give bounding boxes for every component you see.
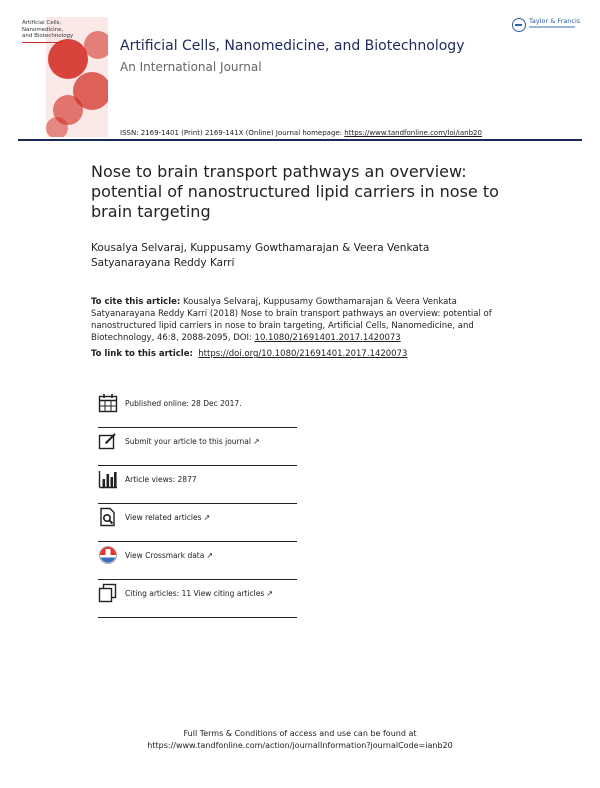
info-row-published xyxy=(98,389,297,428)
citation-block xyxy=(91,296,511,344)
footer xyxy=(0,728,600,752)
info-row-views xyxy=(98,465,297,504)
journal-cover-image xyxy=(18,17,108,137)
publisher-logo-icon xyxy=(512,18,526,32)
info-row-citing[interactable] xyxy=(98,579,297,618)
journal-homepage-link[interactable]: https://www.tandfonline.com/loi/ianb20 xyxy=(344,129,482,137)
crossmark-icon xyxy=(98,545,118,565)
footer-terms-link[interactable]: https://www.tandfonline.com/action/journalInformation?journalCode=ianb20 xyxy=(147,741,453,750)
submit-article-link[interactable]: Submit your article to this journal ↗ xyxy=(125,437,260,446)
external-link-icon: ↗ xyxy=(252,437,260,446)
article-views-text: Article views: 2877 xyxy=(125,475,197,484)
bar-chart-icon xyxy=(98,469,118,489)
external-link-icon: ↗ xyxy=(266,589,273,598)
publisher-name: Taylor & Francis xyxy=(529,17,581,25)
header-divider xyxy=(18,139,582,141)
journal-title: Artificial Cells, Nanomedicine, and Biotechnology xyxy=(120,38,465,54)
cite-body: Kousalya Selvaraj, Kuppusamy Gowthamarajan & Veera Venkata Satyanarayana Reddy Karri (2018) Nose to brain transport pathways an overview: potential of nanostructured lipid carriers in nose to brain targeting, Artificial Cells, Nanomedicine, and Biotechnology, 46:8, 2088-2095, DOI: xyxy=(91,297,492,343)
footer-terms-text: Full Terms & Conditions of access and use can be found at xyxy=(183,729,417,738)
submit-icon xyxy=(98,431,118,451)
cite-label: To cite this article: xyxy=(91,297,181,307)
info-row-related[interactable] xyxy=(98,503,297,542)
article-authors: Kousalya Selvaraj, Kuppusamy Gowthamarajan & Veera Venkata Satyanarayana Reddy Karri xyxy=(91,242,430,269)
issn-text: ISSN: 2169-1401 (Print) 2169-141X (Online) Journal homepage: xyxy=(120,129,345,137)
citing-articles-icon xyxy=(98,583,118,603)
link-label: To link to this article: xyxy=(91,349,193,359)
related-articles-link[interactable]: View related articles ↗ xyxy=(125,513,211,522)
cover-title: Artificial Cells, Nanomedicine, and Biotechnology xyxy=(22,20,74,39)
crossmark-link[interactable]: View Crossmark data ↗ xyxy=(125,551,214,560)
info-row-submit[interactable] xyxy=(98,427,297,466)
publisher-logo[interactable] xyxy=(512,16,582,38)
article-title: Nose to brain transport pathways an overview: potential of nanostructured lipid carriers in nose to brain targeting xyxy=(91,162,499,221)
journal-subtitle: An International Journal xyxy=(120,60,262,74)
article-doi-link[interactable]: https://doi.org/10.1080/21691401.2017.1420073 xyxy=(198,349,408,359)
cite-doi-link[interactable]: 10.1080/21691401.2017.1420073 xyxy=(254,333,401,343)
external-link-icon: ↗ xyxy=(206,551,214,560)
related-articles-icon xyxy=(98,507,118,527)
external-link-icon: ↗ xyxy=(203,513,211,522)
published-online-text: Published online: 28 Dec 2017. xyxy=(125,399,242,408)
article-link-line xyxy=(91,349,407,359)
citing-articles-link[interactable]: Citing articles: 11 View citing articles ↗ xyxy=(125,589,273,598)
calendar-icon xyxy=(98,393,118,413)
issn-line xyxy=(120,129,482,137)
info-row-crossmark[interactable] xyxy=(98,541,297,580)
